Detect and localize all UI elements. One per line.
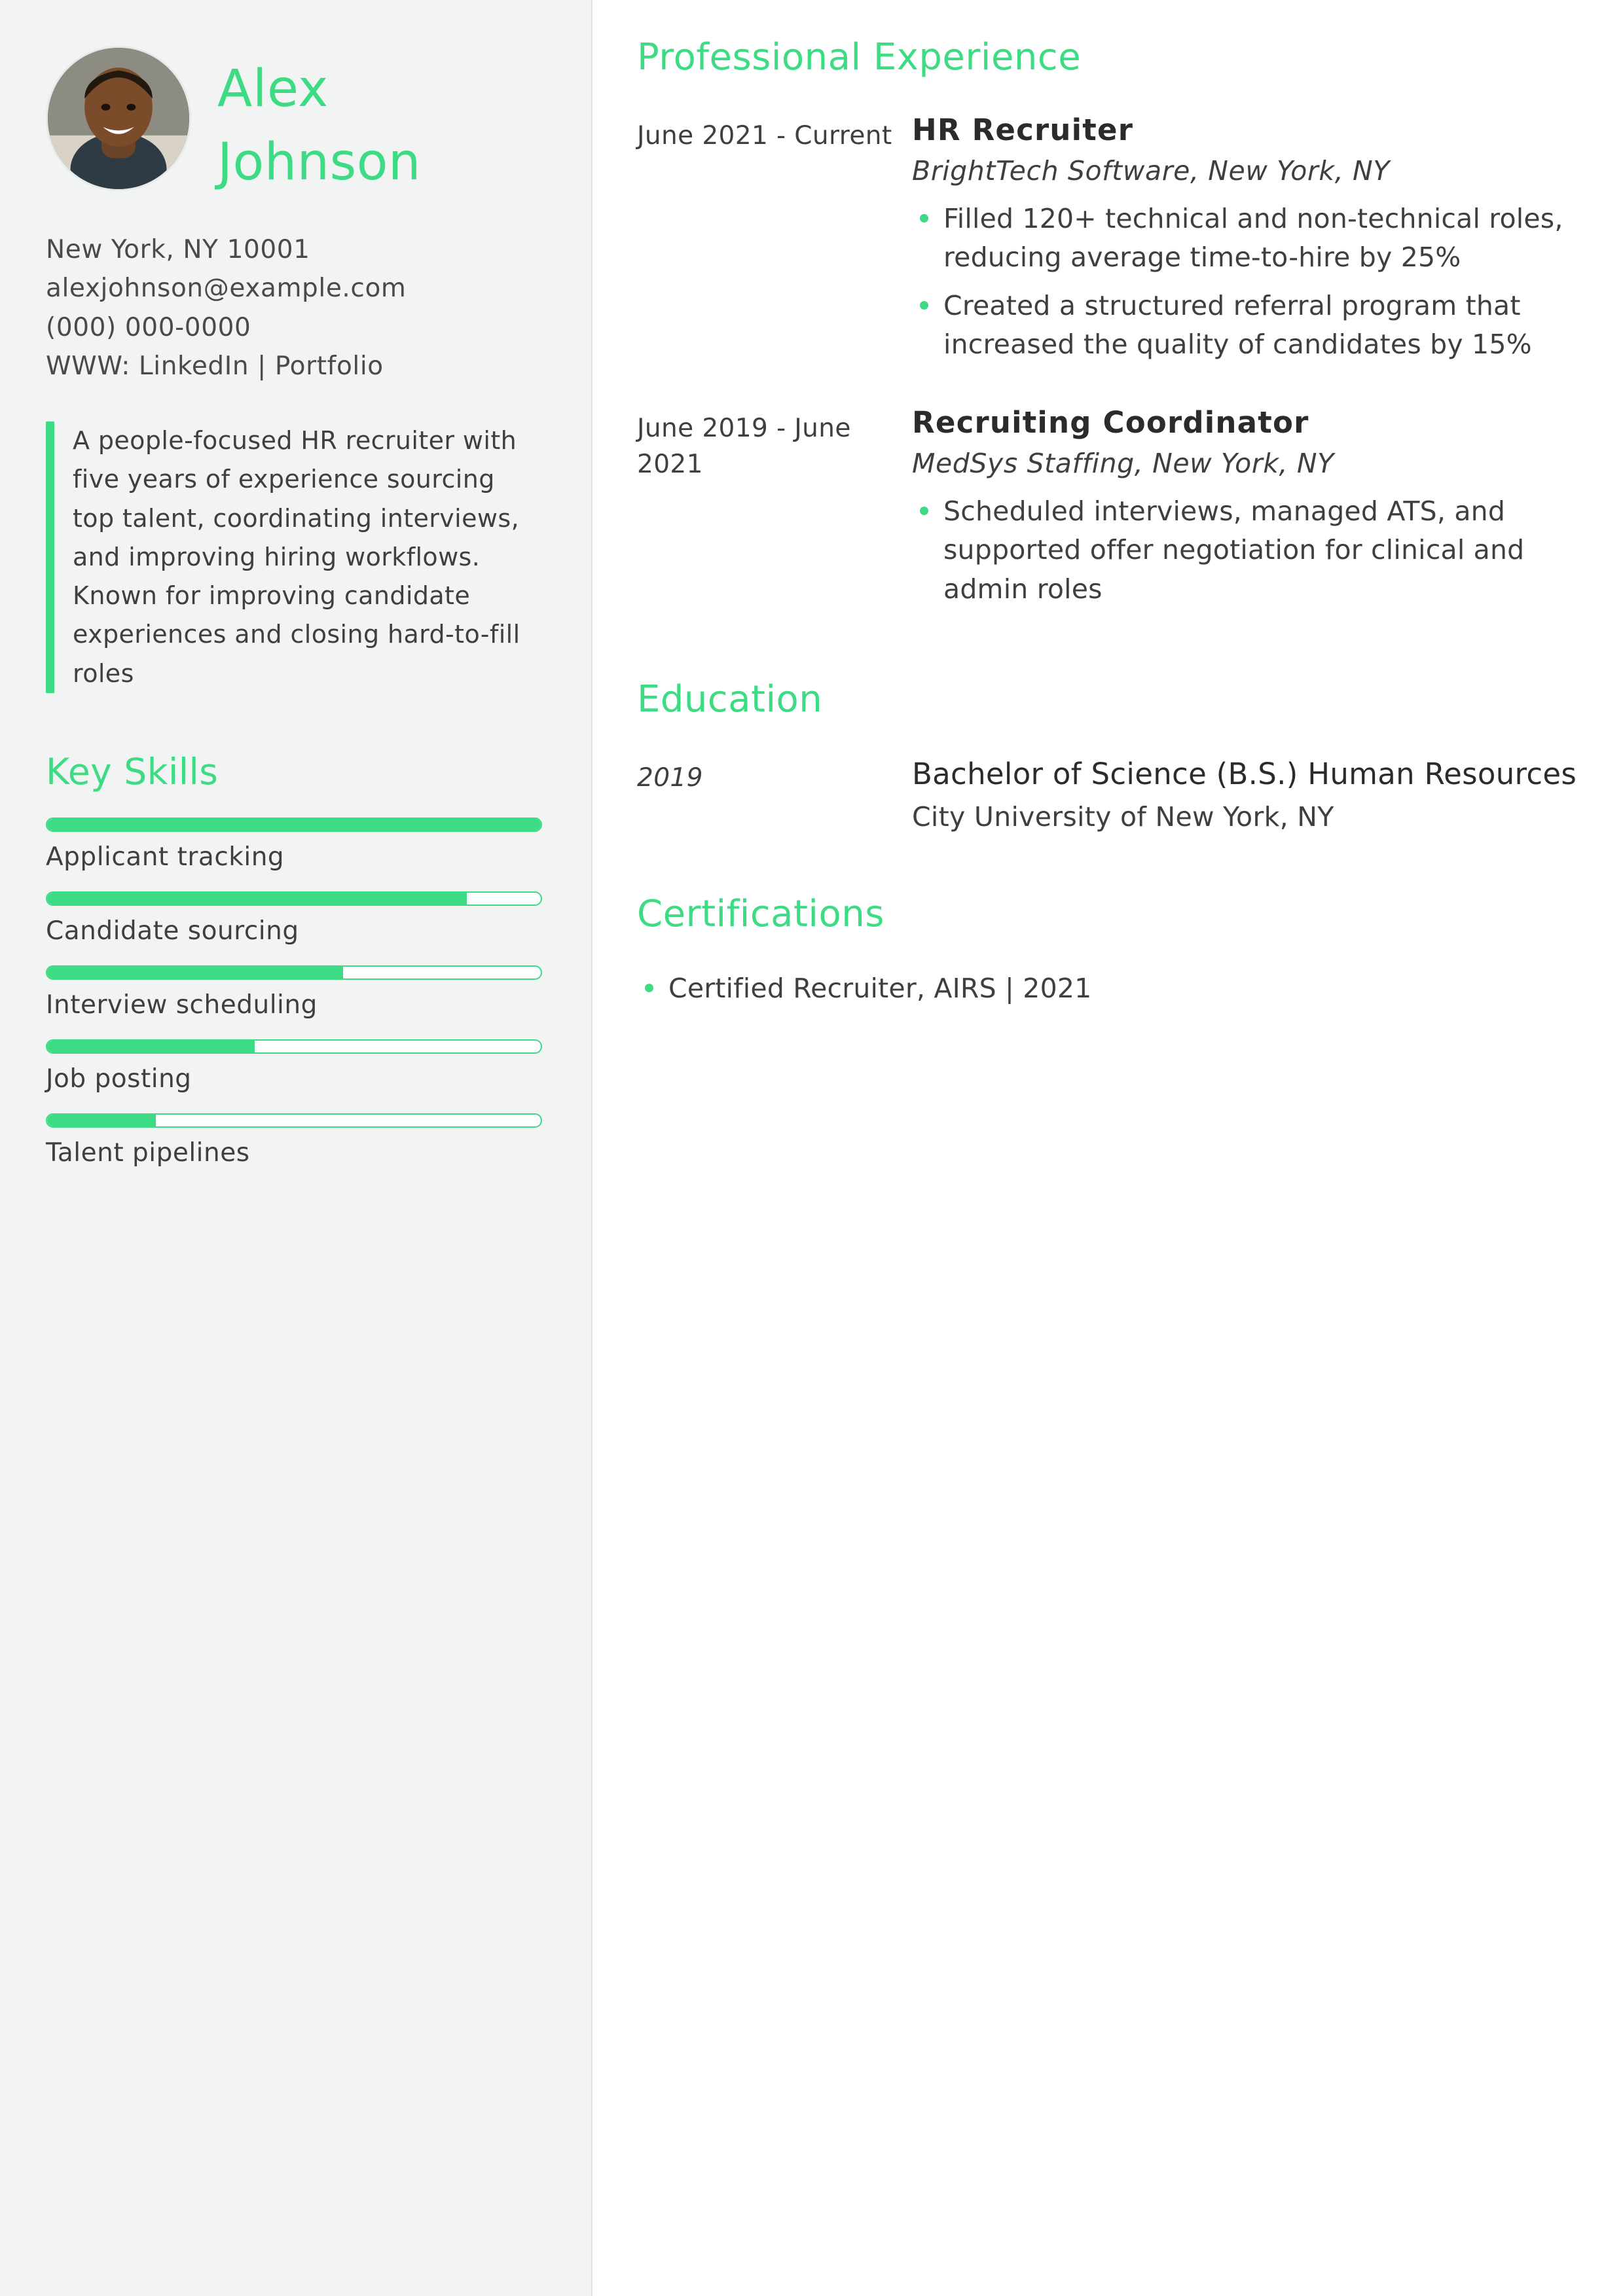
job-bullet: Scheduled interviews, managed ATS, and supported offer negotiation for clinical and admin roles (912, 492, 1577, 609)
experience-details (912, 405, 1577, 618)
contact-email[interactable]: alexjohnson@example.com (46, 274, 407, 304)
key-skills-heading: Key Skills (46, 750, 219, 793)
education-school: City University of New York, NY (912, 800, 1334, 833)
skill-progress-fill (47, 893, 467, 905)
name-line-2: Johnson (217, 133, 421, 192)
job-company: BrightTech Software, New York, NY (912, 155, 1390, 187)
skill-progress-track (46, 1039, 542, 1054)
skill-progress-track (46, 891, 542, 906)
avatar (46, 46, 191, 191)
main-content (593, 0, 1623, 2296)
job-bullet-list (912, 492, 1577, 609)
job-title: Recruiting Coordinator (912, 404, 1309, 440)
education-details (912, 755, 1577, 833)
job-title: HR Recruiter (912, 113, 1134, 147)
skill-item (46, 817, 542, 872)
experience-date: June 2021 - Current (637, 121, 892, 151)
skill-progress-track (46, 817, 542, 832)
skill-progress-track (46, 1113, 542, 1128)
professional-experience-heading: Professional Experience (637, 36, 1082, 79)
experience-date: June 2019 - June 2021 (637, 413, 851, 480)
summary-text: A people-focused HR recruiter with five years of experience sourcing top talent, coordinating interviews, and improving hiring workflows. Known for improving candidate experiences and closing hard-to-fill roles (73, 426, 520, 688)
skill-progress-track (46, 965, 542, 980)
name-line-1: Alex (217, 60, 329, 118)
certification-item: Certified Recruiter, AIRS | 2021 (637, 969, 1577, 1008)
skill-label: Job posting (46, 1064, 192, 1094)
contact-links[interactable]: WWW: LinkedIn | Portfolio (46, 351, 384, 381)
skill-label: Talent pipelines (46, 1138, 250, 1168)
education-entry (637, 755, 1577, 833)
skill-progress-fill (47, 967, 343, 978)
summary-accent-bar (46, 422, 54, 693)
skill-label: Candidate sourcing (46, 916, 299, 946)
experience-entry (637, 113, 1577, 374)
job-bullet: Filled 120+ technical and non-technical roles, reducing average time-to-hire by 25% (912, 200, 1577, 278)
experience-entry (637, 405, 1577, 618)
certification-list (637, 969, 1577, 1008)
job-company: MedSys Staffing, New York, NY (912, 447, 1334, 479)
skill-item (46, 1039, 542, 1094)
contact-block (46, 230, 542, 386)
skill-progress-fill (47, 819, 541, 831)
sidebar (0, 0, 593, 2296)
skill-progress-fill (47, 1115, 156, 1126)
certifications-heading: Certifications (637, 892, 884, 935)
summary-block (46, 422, 542, 693)
skill-item (46, 1113, 542, 1168)
skill-item (46, 891, 542, 946)
skill-progress-fill (47, 1041, 255, 1052)
experience-details (912, 113, 1577, 374)
identity-block (46, 46, 542, 192)
job-bullet: Created a structured referral program that increased the quality of candidates by 15% (912, 287, 1577, 365)
skill-item (46, 965, 542, 1020)
job-bullet-list (912, 200, 1577, 365)
skill-label: Applicant tracking (46, 842, 285, 872)
contact-phone: (000) 000-0000 (46, 312, 251, 342)
skill-label: Interview scheduling (46, 990, 318, 1020)
education-degree: Bachelor of Science (B.S.) Human Resources (912, 757, 1577, 792)
contact-address: New York, NY 10001 (46, 235, 310, 265)
full-name (217, 46, 421, 192)
education-heading: Education (637, 678, 823, 721)
education-date: 2019 (637, 763, 703, 793)
